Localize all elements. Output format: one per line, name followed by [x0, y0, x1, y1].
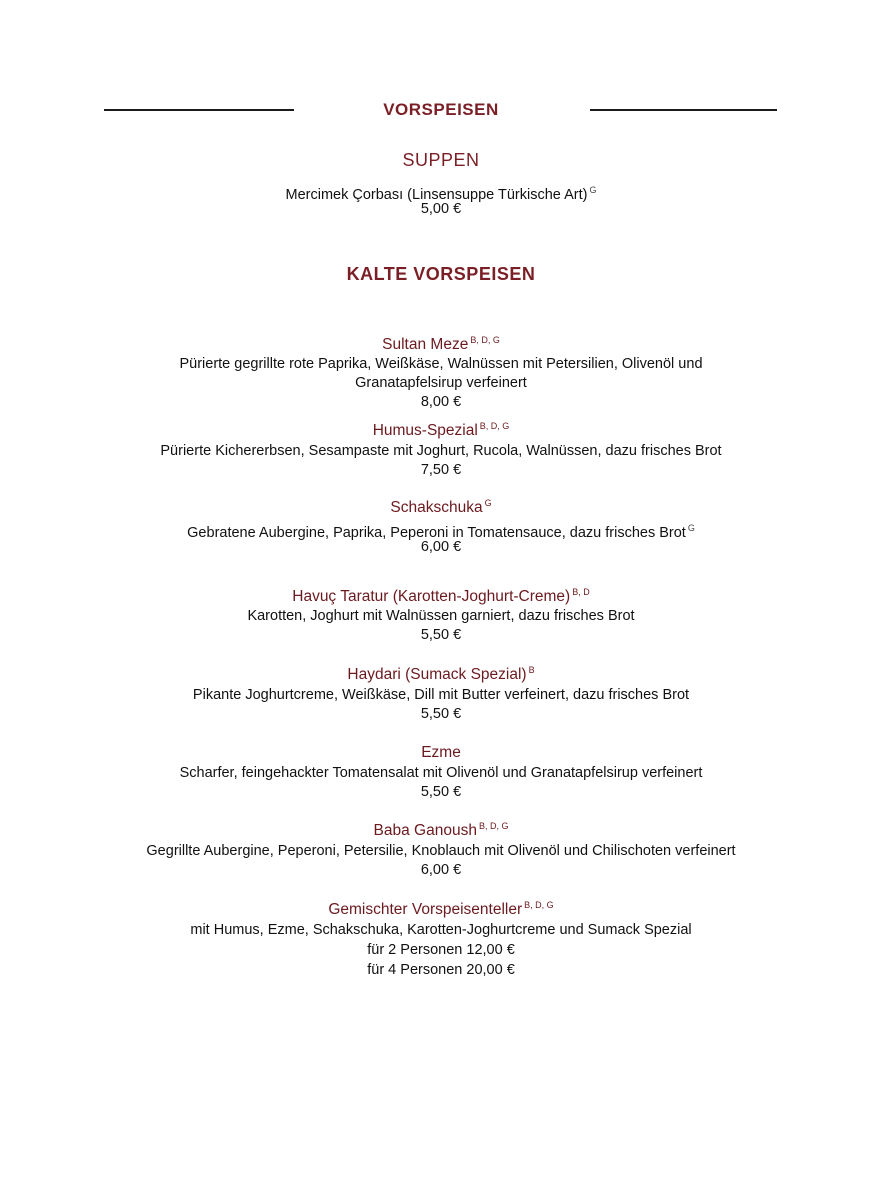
- menu-item-price: 5,50 €: [420, 627, 462, 643]
- item-description-text: Gebratene Aubergine, Paprika, Peperoni in Tomatensauce, dazu frisches Brot: [187, 525, 686, 541]
- section-title-suppen: SUPPEN: [402, 150, 480, 170]
- item-name-text: Havuç Taratur (Karotten-Joghurt-Creme): [292, 588, 571, 605]
- item-name-text: Sultan Meze: [382, 336, 469, 353]
- item-allergens: B, D, G: [479, 421, 510, 431]
- menu-item-name: [0, 744, 882, 762]
- soup-item-text: Mercimek Çorbası (Linsensuppe Türkische Art): [285, 187, 588, 203]
- item-allergens: B: [528, 665, 535, 675]
- menu-item-price: 5,50 €: [420, 706, 462, 722]
- menu-item-price: 7,50 €: [420, 462, 462, 478]
- menu-item-description: Granatapfelsirup verfeinert: [355, 375, 527, 391]
- menu-item-name: [0, 335, 882, 354]
- item-name-text: Ezme: [421, 744, 461, 761]
- item-allergens: G: [484, 498, 492, 508]
- menu-item-description: Scharfer, feingehackter Tomatensalat mit Olivenöl und Granatapfelsirup verfeinert: [179, 765, 703, 781]
- soup-price: 5,00 €: [420, 201, 462, 217]
- menu-item-price: 6,00 €: [420, 539, 462, 555]
- menu-item-description: Gegrillte Aubergine, Peperoni, Petersilie, Knoblauch mit Olivenöl und Chilischoten verfeinert: [146, 843, 736, 859]
- item-allergens: B, D: [572, 587, 590, 597]
- menu-item-name: [0, 421, 882, 440]
- menu-item-price: 8,00 €: [420, 394, 462, 410]
- item-name-text: Schakschuka: [390, 499, 483, 516]
- section-title-kalte: KALTE VORSPEISEN: [346, 264, 536, 284]
- menu-item-name: [0, 821, 882, 840]
- menu-item-description: mit Humus, Ezme, Schakschuka, Karotten-Joghurtcreme und Sumack Spezial: [190, 922, 692, 938]
- menu-item-name: [0, 900, 882, 919]
- item-allergens: B, D, G: [470, 335, 500, 345]
- item-name-text: Baba Ganoush: [373, 822, 477, 839]
- menu-item-price: für 2 Personen 12,00 €: [367, 942, 515, 958]
- page-title: VORSPEISEN: [383, 100, 499, 119]
- item-name-text: Humus-Spezial: [372, 422, 478, 439]
- menu-item-description: Pürierte gegrillte rote Paprika, Weißkäse, Walnüssen mit Petersilien, Olivenöl und: [179, 356, 703, 372]
- menu-item-price: für 4 Personen 20,00 €: [367, 962, 515, 978]
- menu-item-name: [0, 498, 882, 517]
- menu-item-description: Karotten, Joghurt mit Walnüssen garniert, dazu frisches Brot: [247, 608, 635, 624]
- menu-item-price: 5,50 €: [420, 784, 462, 800]
- menu-item-name: [0, 587, 882, 606]
- soup-allergens: G: [589, 185, 597, 195]
- item-allergens: B, D, G: [478, 821, 509, 831]
- item-name-text: Gemischter Vorspeisenteller: [328, 901, 523, 918]
- item-name-text: Haydari (Sumack Spezial): [347, 666, 527, 683]
- menu-item-name: [0, 665, 882, 684]
- item-allergens: B, D, G: [524, 900, 554, 910]
- menu-item-description: Pürierte Kichererbsen, Sesampaste mit Joghurt, Rucola, Walnüssen, dazu frisches Brot: [160, 443, 722, 459]
- menu-item-price: 6,00 €: [420, 862, 462, 878]
- item-desc-allergens: G: [687, 523, 695, 533]
- menu-item-description: Pikante Joghurtcreme, Weißkäse, Dill mit Butter verfeinert, dazu frisches Brot: [192, 687, 690, 703]
